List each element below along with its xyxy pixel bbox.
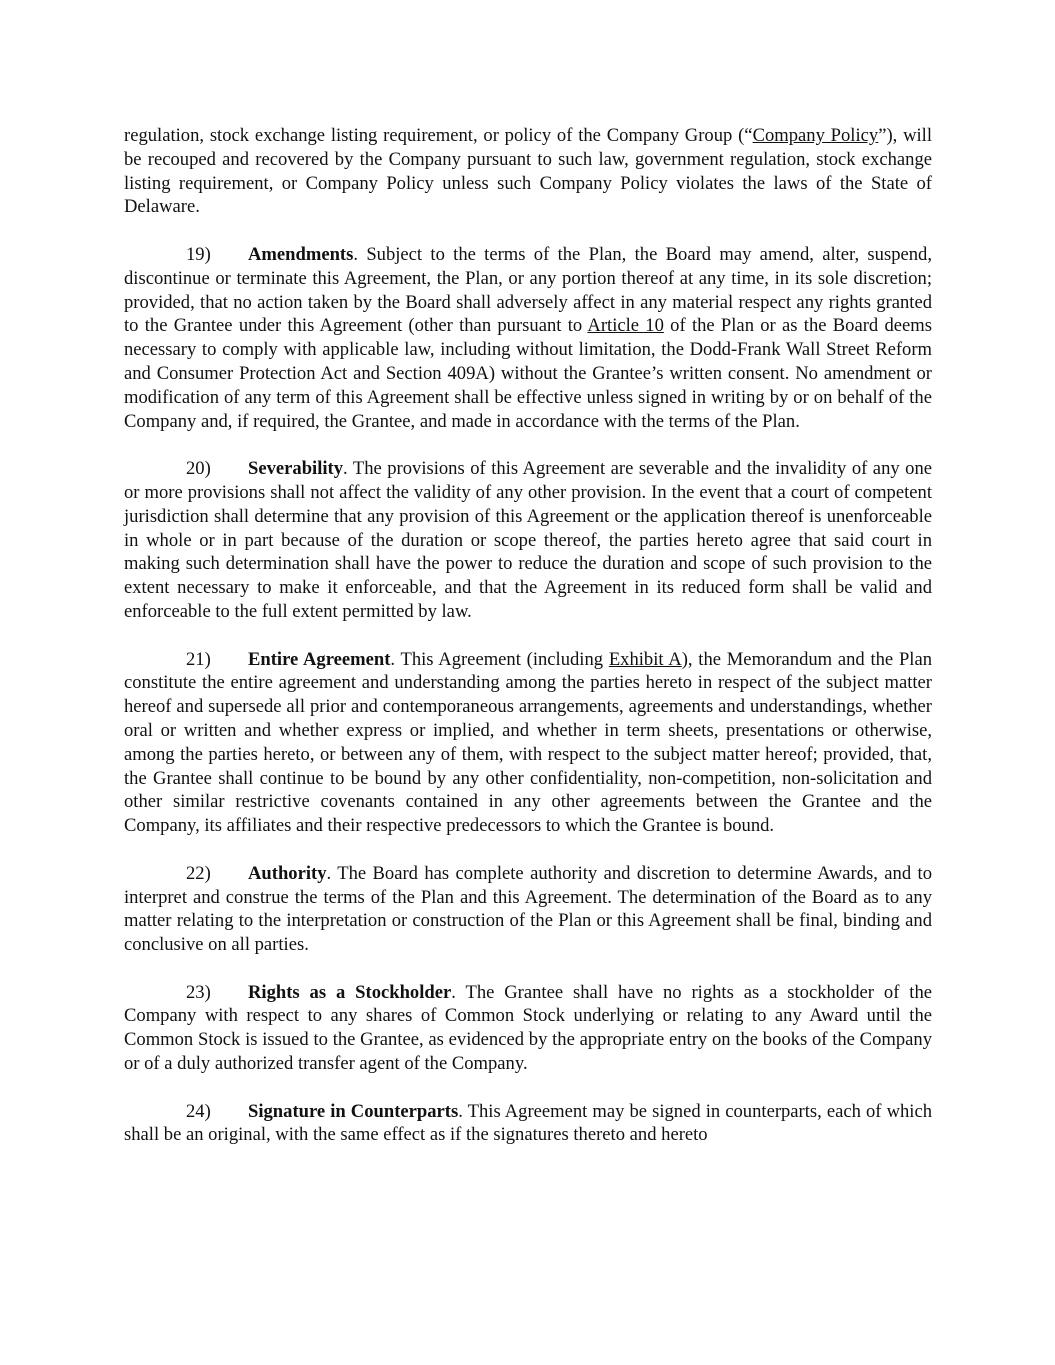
section-text-1: . The Board has complete authority and discretion to determine Awards, and to interpret and construe the terms of the Plan and this Agreement. The determination of the Board as to any matter relating to the interpretation or construction of the Plan or this Agreement shall be final, binding and conclusive on all parties.: [124, 862, 932, 956]
section-text-1: . The Grantee shall have no rights as a stockholder of the Company with respect to any shares of Common Stock underlying or relating to any Award until the Common Stock is issued to the Grantee, as evidenced by the appropriate entry on the books of the Company or of a duly authorized transfer agent of the Company.: [124, 981, 932, 1075]
section-number: 20): [186, 458, 211, 480]
section-text-1: . This Agreement (including: [390, 648, 609, 670]
section-heading: Signature in Counterparts: [248, 1100, 459, 1122]
section-21-entire-agreement: [124, 648, 932, 838]
continuation-text-1: regulation, stock exchange listing requirement, or policy of the Company Group (“: [124, 125, 753, 146]
section-number: 23): [186, 981, 211, 1003]
section-number: 21): [186, 648, 211, 670]
document-page: [124, 124, 932, 1147]
section-number: 22): [186, 862, 211, 884]
company-policy-term: Company Policy: [752, 125, 879, 146]
article-10-reference: Article 10: [587, 315, 664, 337]
section-number: 19): [186, 243, 211, 265]
section-heading: Entire Agreement: [248, 648, 391, 670]
section-text-1: . This Agreement may be signed in counterparts, each of which shall be an original, with the same effect as if the signatures thereto and hereto: [124, 1100, 933, 1146]
section-heading: Rights as a Stockholder: [248, 981, 452, 1003]
section-22-authority: [124, 862, 932, 957]
section-heading: Amendments: [248, 243, 354, 265]
section-19-amendments: [124, 243, 932, 433]
section-heading: Authority: [248, 862, 327, 884]
continuation-paragraph: [124, 124, 932, 219]
section-text-2: of the Plan or as the Board deems necessary to comply with applicable law, including without limitation, the Dodd-Frank Wall Street Reform and Consumer Protection Act and Section 409A) without the Grantee’s written consent. No amendment or modification of any term of this Agreement shall be effective unless signed in writing by or on behalf of the Company and, if required, the Grantee, and made in accordance with the terms of the Plan.: [124, 315, 932, 432]
section-text-2: ), the Memorandum and the Plan constitute the entire agreement and understanding among the parties hereto in respect of the subject matter hereof and supersede all prior and contemporaneous arrangements, agreements and understandings, whether oral or written and whether express or implied, and whether in term sheets, presentations or otherwise, among the parties hereto, or between any of them, with respect to the subject matter hereof; provided, that, the Grantee shall continue to be bound by any other confidentiality, non-competition, non-solicitation and other similar restrictive covenants contained in any other agreements between the Grantee and the Company, its affiliates and their respective predecessors to which the Grantee is bound.: [124, 648, 932, 837]
section-text-1: . The provisions of this Agreement are severable and the invalidity of any one or more provisions shall not affect the validity of any other provision. In the event that a court of competent jurisdiction shall determine that any provision of this Agreement or the application thereof is unenforceable in whole or in part because of the duration or scope thereof, the parties hereto agree that said court in making such determination shall have the power to reduce the duration and scope of such provision to the extent necessary to make it enforceable, and that the Agreement in its reduced form shall be valid and enforceable to the full extent permitted by law.: [124, 458, 932, 622]
section-number: 24): [186, 1100, 211, 1122]
exhibit-a-reference: Exhibit A: [608, 648, 682, 670]
section-23-rights-as-stockholder: [124, 981, 932, 1076]
section-heading: Severability: [248, 458, 344, 480]
section-text-1: . Subject to the terms of the Plan, the Board may amend, alter, suspend, discontinue or terminate this Agreement, the Plan, or any portion thereof at any time, in its sole discretion; provided, that no action taken by the Board shall adversely affect in any material respect any rights granted to the Grantee under this Agreement (other than pursuant to: [124, 243, 932, 337]
section-24-signature-in-counterparts: [124, 1100, 932, 1148]
section-20-severability: [124, 457, 932, 624]
continuation-text-2: ”), will be recouped and recovered by the Company pursuant to such law, government regulation, stock exchange listing requirement, or Company Policy unless such Company Policy violates the laws of the State of Delaware.: [124, 125, 932, 218]
